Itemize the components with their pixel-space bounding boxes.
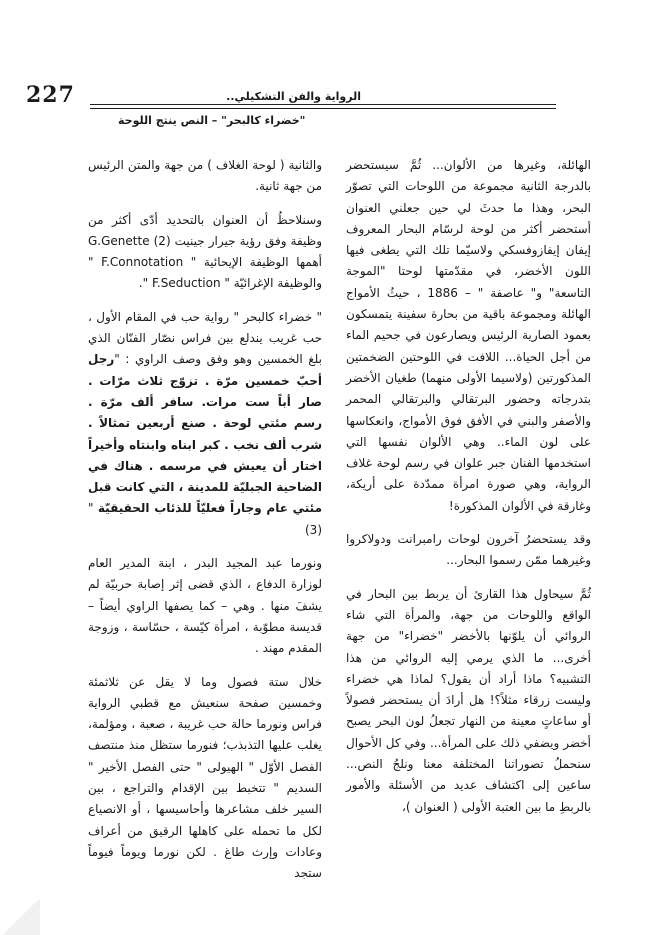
header-rule-thin <box>90 108 556 109</box>
paragraph: الهائلة، وغيرها من الألوان... ثُمَّ سيستحضر بالدرجة الثانية مجموعة من اللوحات التي تصوّر البحر، وهذا ما حدثَ لي حين جعلني العنوان أستحضر أكثر من لوحة لرسّام البحار المعروف إيفان إيفازوفسكي ولاسيّما تلك التي يطغى فيها اللون الأخضر، في مقدّمتها لوحتا "الموجة التاسعة" و" عاصفة " – 1886 ، حيثُ الأمواج الهائلة ومجموعة باقية من بحارة سفينة يتمسكون بعمود الصارية الرئيس ويصارعون في جحيم الماء من أجل الحياة... اللافت في اللوحتين الضخمتين المذكورتين (ولاسيما الأولى منهما) طغيان الأخضر بتدرجاته وحضور البرتقالي والبرتقالي المحمر والأصفر والبني في الأفق فوق الأمواج، وانعكاسها على لون الماء.. وهي الألوان نفسها التي استخدمها الفنان جبر علوان في رسم لوحة غلاف الرواية، وهي صورة امرأة ممدّدة على أريكة، وغارقة في الألوان المذكورة! <box>346 158 591 513</box>
paragraph: ونورما عبد المجيد البدر ، ابنة المدير العام لوزارة الدفاع ، الذي قضى إثر إصابة حربيّة لم يشفَ منها . وهي – كما يصفها الراوي أيضاً – قديسة مطوّبة ، امرأة كيّسة ، حسّاسة ، وزوجة المقدم مهند . <box>88 556 322 656</box>
right-column <box>346 155 591 830</box>
header-rule <box>90 104 556 105</box>
paragraph: وسنلاحظُ أن العنوان بالتحديد أدّى أكثر من وظيفة وفق رؤية جيرار جينيت (2) G.Genette أهمها الوظيفة الإيحائية " F.Connotation " والوظيفة الإغرائيّة " F.Seduction ". <box>88 212 322 291</box>
paragraph: خلال ستة فصول وما لا يقل عن ثلاثمئة وخمسين صفحة سنعيش مع قطبي الرواية فراس ونورما حالة حب غريبة ، صعبة ، ومؤلمة، يغلب عليها التذبذب؛ فنورما ستظل منذ منتصف الفصل الأوّل " الهيولى " حتى الفصل الأخير " السديم " تتخبط بين الإقدام والتراجع ، بين السير خلف مشاعرها وأحاسيسها ، أو الانصياع لكل ما تحمله على كاهلها الرقيق من أعراف وعادات وإرث طاغ . لكن نورما ويوماً فيوماً ستجد <box>88 674 322 881</box>
paragraph: والثانية ( لوحة الغلاف ) من جهة والمتن الرئيس من جهة ثانية. <box>88 158 322 194</box>
paragraph: وقد يستحضرُ آخرون لوحات رامبرانت ودولاكروا وغيرهما ممّن رسموا البحار... <box>346 532 591 568</box>
left-column <box>88 155 322 897</box>
scan-shadow <box>0 900 40 935</box>
page-number: 227 <box>26 82 75 108</box>
chapter-subtitle: "خضراء كالبحر" – النص ينتج اللوحة <box>118 114 306 127</box>
running-title: الرواية والفن التشكيلي.. <box>226 90 361 103</box>
footnote-ref: "(3) <box>88 501 322 537</box>
paragraph: ثُمَّ سيحاول هذا القارئ أن يربط بين البحار في الواقع واللوحات من جهة، والمرأة التي شاء الروائي أن يلوّنها بالأخضر "خضراء" من جهة أخرى... ما الذي يرمي إليه الروائي من هذا التشبيه؟ ماذا أراد أن يقول؟ لماذا هي خضراء وليست زرقاء مثلاً؟! هل أرادَ أن يستحضر فصولاً أو ساعاتٍ معينة من النهار تجعلُ لون البحر يصبح أخضر ويضفي ذلك على المرأة... وفي كل الأحوال سنحملُ تصوراتنا المختلفة معنا ونلجُ النص... ساعين إلى اكتشاف عديد من الأسئلة والأمور بالربطِ ما بين العتبة الأولى ( العنوان )، <box>346 586 591 814</box>
quote-intro: " خضراء كالبحر " رواية حب في المقام الأول ، حب غريب يندلع بين فراس نصّار الفنّان الذي بلغ الخمسين وهو وفق وصف الراوي : " <box>88 309 322 367</box>
quoted-paragraph <box>88 307 322 541</box>
bold-quote: رجل أحبّ خمسين مرّة . تزوّج ثلاث مرّات . صار أباً ست مرات. سافر ألف مرّة . رسم مئتي لوحة . صنع أربعين تمثالاً . شرب ألف نخب . كبر ابناه وابنتاه وأخيراً اختار أن يعيش في مرسمه . هناك في الضاحية الجبليّة للمدينة ، التي كانت قبل مئتي عام وجاراً فعليّاً للذئاب الحقيقيّة <box>88 352 322 516</box>
